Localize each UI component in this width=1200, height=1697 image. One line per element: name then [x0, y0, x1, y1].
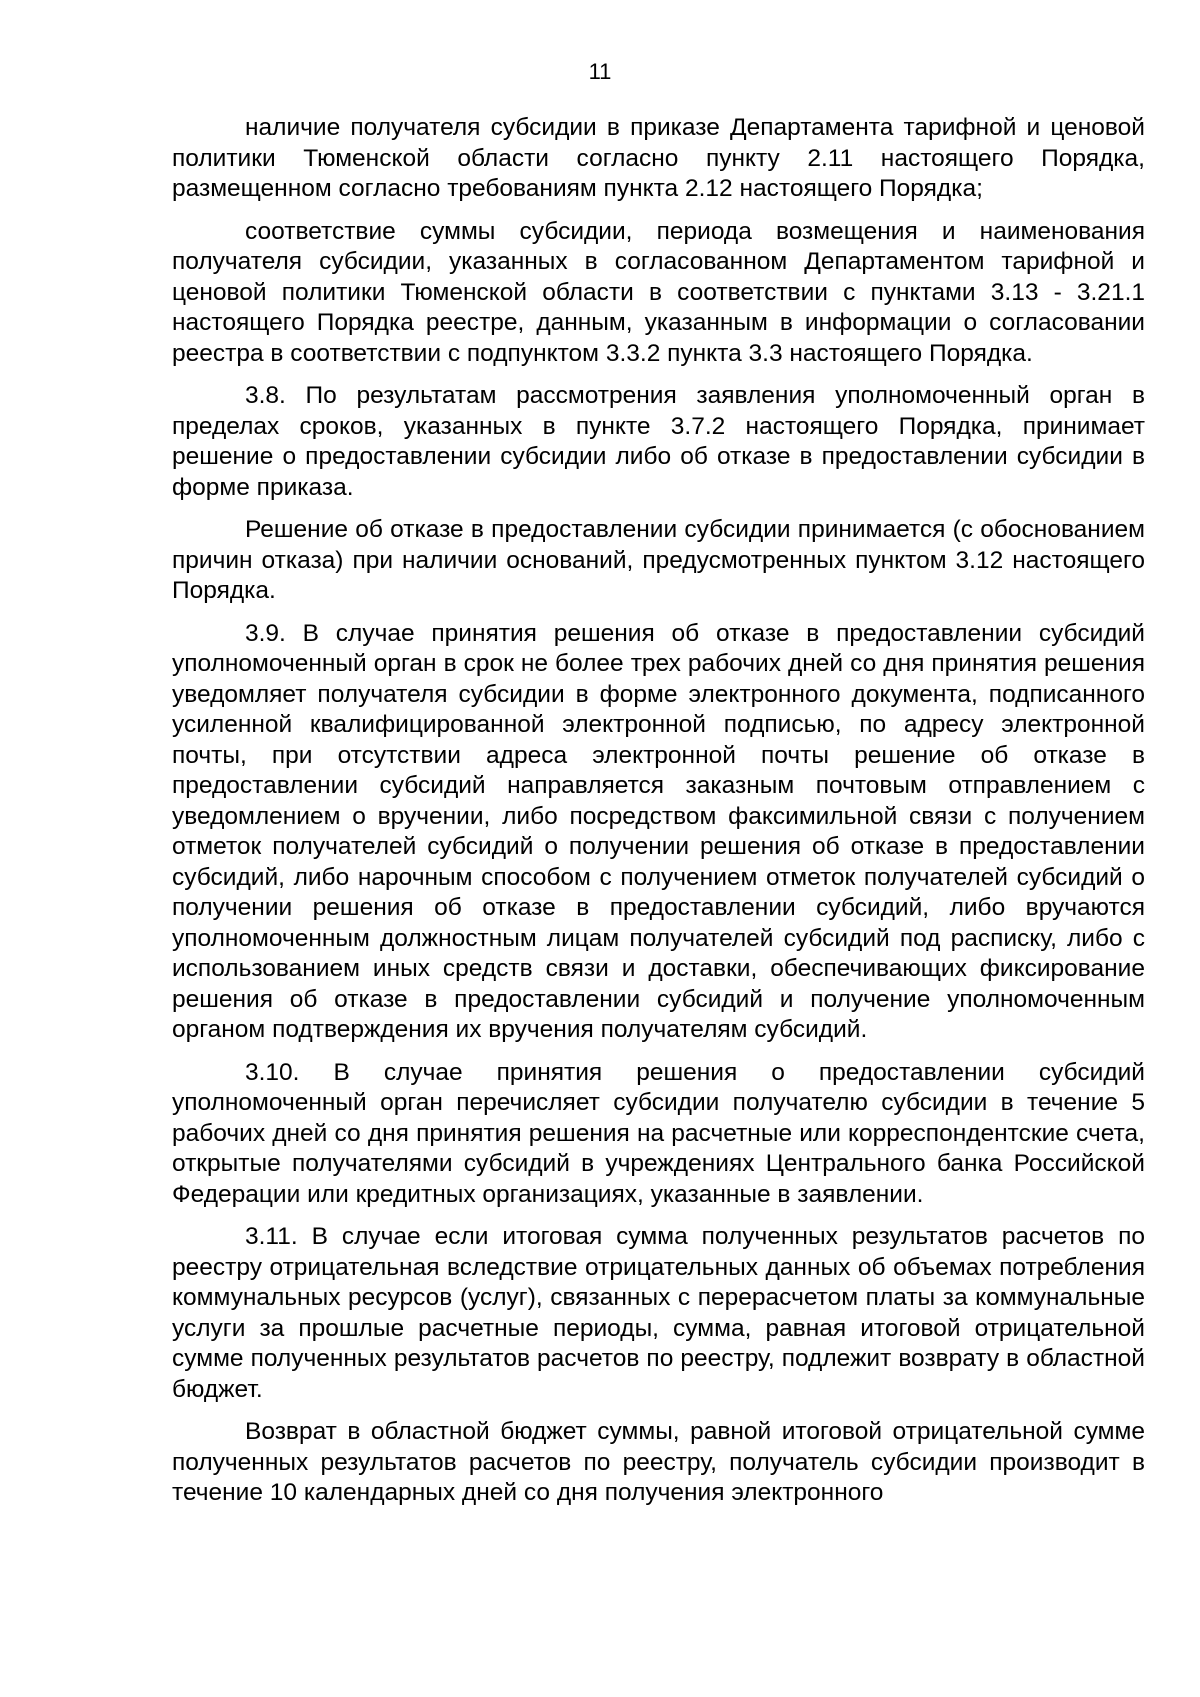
- paragraph-3-10: 3.10. В случае принятия решения о предоставлении субсидий уполномоченный орган перечисляет субсидии получателю субсидии в течение 5 рабочих дней со дня принятия решения на расчетные или корреспондентские счета, открытые получателями субсидий в учреждениях Центрального банка Российской Федерации или кредитных организациях, указанные в заявлении.: [172, 1058, 1145, 1208]
- paragraph-3-11: 3.11. В случае если итоговая сумма полученных результатов расчетов по реестру отрицательная вследствие отрицательных данных об объемах потребления коммунальных ресурсов (услуг), связанных с перерасчетом платы за коммунальные услуги за прошлые расчетные периоды, сумма, равная итоговой отрицательной сумме полученных результатов расчетов по реестру, подлежит возврату в областной бюджет.: [172, 1223, 1145, 1403]
- page-number: 11: [588, 59, 612, 84]
- document-body: [172, 113, 1145, 1521]
- paragraph-3-9: 3.9. В случае принятия решения об отказе в предоставлении субсидий уполномоченный орган в срок не более трех рабочих дней со дня принятия решения уведомляет получателя субсидии в форме электронного документа, подписанного усиленной квалифицированной электронной подписью, по адресу электронной почты, при отсутствии адреса электронной почты решение об отказе в предоставлении субсидий направляется заказным почтовым отправлением с уведомлением о вручении, либо посредством факсимильной связи с получением отметок получателей субсидий о получении решения об отказе в предоставлении субсидий, либо нарочным способом с получением отметок получателей субсидий о получении решения об отказе в предоставлении субсидий, либо вручаются уполномоченным должностным лицам получателей субсидий под расписку, либо с использованием иных средств связи и доставки, обеспечивающих фиксирование решения об отказе в предоставлении субсидий и получение уполномоченным органом подтверждения их вручения получателям субсидий.: [172, 619, 1145, 1043]
- paragraph-recipient-in-order: наличие получателя субсидии в приказе Департамента тарифной и ценовой политики Тюменской области согласно пункту 2.11 настоящего Порядка, размещенном согласно требованиям пункта 2.12 настоящего Порядка;: [172, 114, 1145, 202]
- paragraph-refusal-decision: Решение об отказе в предоставлении субсидии принимается (с обоснованием причин отказа) при наличии оснований, предусмотренных пунктом 3.12 настоящего Порядка.: [172, 516, 1145, 604]
- paragraph-budget-return: Возврат в областной бюджет суммы, равной итоговой отрицательной сумме полученных результатов расчетов по реестру, получатель субсидии производит в течение 10 календарных дней со дня получения электронного: [172, 1418, 1145, 1506]
- paragraph-3-8: 3.8. По результатам рассмотрения заявления уполномоченный орган в пределах сроков, указанных в пункте 3.7.2 настоящего Порядка, принимает решение о предоставлении субсидии либо об отказе в предоставлении субсидии в форме приказа.: [172, 382, 1145, 501]
- paragraph-subsidy-amount-match: соответствие суммы субсидии, периода возмещения и наименования получателя субсидии, указанных в согласованном Департаментом тарифной и ценовой политики Тюменской области в соответствии с пунктами 3.13 - 3.21.1 настоящего Порядка реестре, данным, указанным в информации о согласовании реестра в соответствии с подпунктом 3.3.2 пункта 3.3 настоящего Порядка.: [172, 217, 1145, 367]
